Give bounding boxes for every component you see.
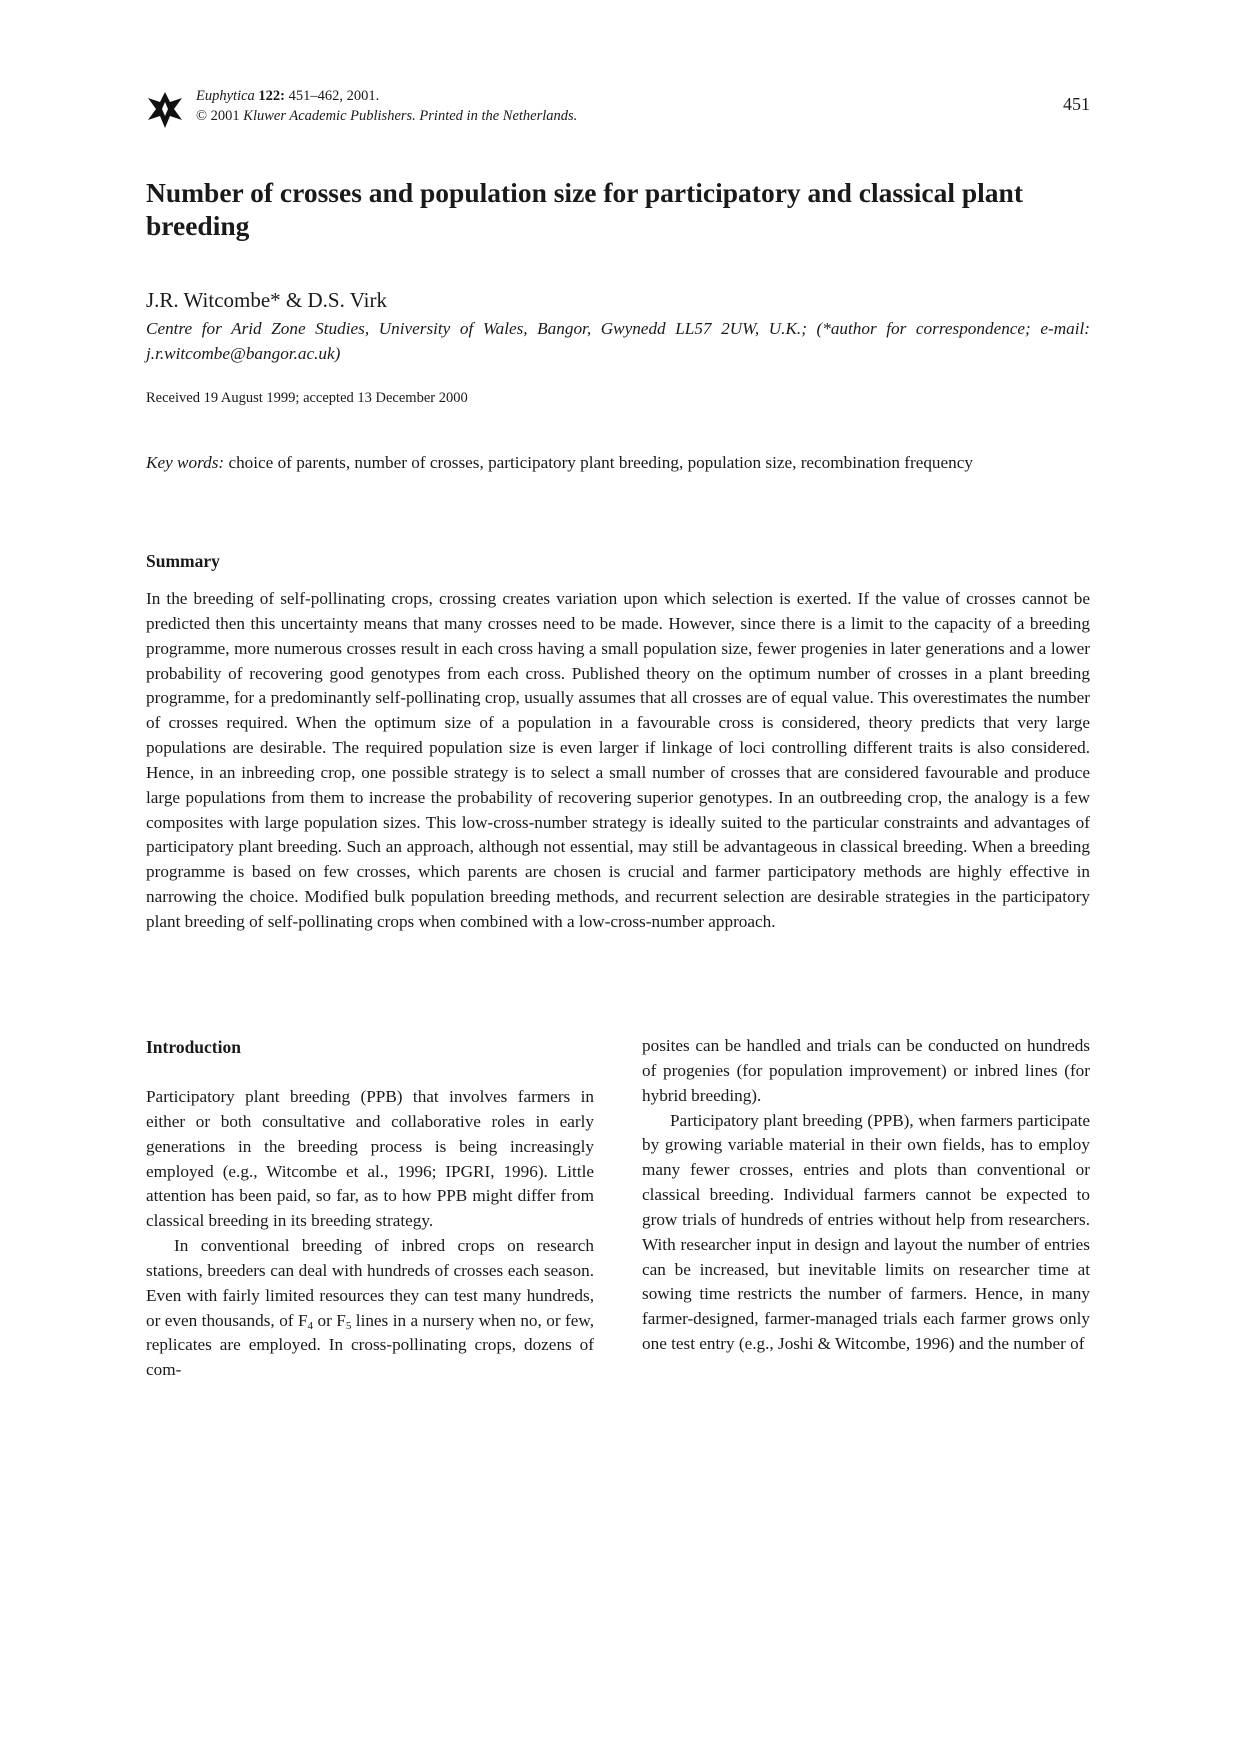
- publisher-name: Kluwer Academic Publishers.: [243, 108, 416, 124]
- intro-paragraph-2: In conventional breeding of inbred crops on research stations, breeders can deal with hundreds of crosses each season. Even with fairly limited resources they can test many hundreds, or even thousands, of $F_4$ or $F_5$ lines in a nursery when no, or few, replicates are employed. In cross-pollinating crops, dozens of com-: [146, 1236, 594, 1380]
- introduction-heading: Introduction: [146, 1037, 241, 1057]
- summary-heading: Summary: [146, 551, 220, 571]
- keywords-block: [146, 450, 1090, 475]
- journal-header: [146, 86, 1090, 132]
- intro-paragraph-1: Participatory plant breeding (PPB) that involves farmers in either or both consultative and collaborative roles in early generations in the breeding process is being increasingly employed (e.g., Witcombe et al., 1996; IPGRI, 1996). Little attention has been paid, so far, as to how PPB might differ from classical breeding in its breeding strategy.: [146, 1087, 594, 1231]
- intro-paragraph-3: posites can be handled and trials can be conducted on hundreds of progenies (for population improvement) or inbred lines (for hybrid breeding).: [642, 1036, 1090, 1105]
- intro-paragraph-4: Participatory plant breeding (PPB), when farmers participate by growing variable material in their own fields, has to employ many fewer crosses, entries and plots than conventional or classical breeding. Individual farmers cannot be expected to grow trials of hundreds of entries without help from researchers. With researcher input in design and layout the number of entries can be increased, but inevitable limits on researcher time at sowing time restricts the number of farmers. Hence, in many farmer-designed, farmer-managed trials each farmer grows only one test entry (e.g., Joshi & Witcombe, 1996) and the number of: [642, 1110, 1090, 1354]
- publisher-logo-icon: [146, 90, 184, 130]
- author-list: J.R. Witcombe* & D.S. Virk: [146, 288, 387, 312]
- copyright-year: © 2001: [196, 108, 240, 124]
- journal-citation: [196, 86, 577, 126]
- printed-note: Printed in the Netherlands.: [419, 108, 578, 124]
- author-affiliation: Centre for Arid Zone Studies, University of Wales, Bangor, Gwynedd LL57 2UW, U.K.; (*author for correspondence; e-mail: j.r.witcombe@bangor.ac.uk): [146, 319, 1090, 363]
- right-column: [642, 1034, 1090, 1357]
- journal-volume: 122:: [258, 88, 286, 104]
- article-title: Number of crosses and population size for participatory and classical plant breeding: [146, 177, 1023, 241]
- received-dates: Received 19 August 1999; accepted 13 December 2000: [146, 390, 468, 406]
- keywords-text: choice of parents, number of crosses, participatory plant breeding, population size, recombination frequency: [228, 453, 973, 472]
- page-number: 451: [1063, 94, 1090, 114]
- summary-text: In the breeding of self-pollinating crops, crossing creates variation upon which selection is exerted. If the value of crosses cannot be predicted then this uncertainty means that many crosses need to be made. However, since there is a limit to the capacity of a breeding programme, more numerous crosses result in each cross having a small population size, fewer progenies in later generations and a lower probability of recovering good genotypes from each cross. Published theory on the optimum number of crosses in a plant breeding programme, for a predominantly self-pollinating crop, usually assumes that all crosses are of equal value. This overestimates the number of crosses required. When the optimum size of a population in a favourable cross is considered, theory predicts that very large populations are desirable. The required population size is even larger if linkage of loci controlling different traits is also considered. Hence, in an inbreeding crop, one possible strategy is to select a small number of crosses that are considered favourable and produce large populations from them to increase the probability of recovering superior genotypes. In an outbreeding crop, the analogy is a few composites with large population sizes. This low-cross-number strategy is ideally suited to the particular constraints and advantages of participatory plant breeding. Such an approach, although not essential, may still be advantageous in classical breeding. When a breeding programme is based on few crosses, which parents are chosen is crucial and farmer participatory methods are highly effective in narrowing the choice. Modified bulk population breeding methods, and recurrent selection are desirable strategies in the participatory plant breeding of self-pollinating crops when combined with a low-cross-number approach.: [146, 589, 1090, 931]
- keywords-label: Key words:: [146, 453, 225, 472]
- left-column: [146, 1035, 594, 1383]
- journal-pages-year: 451–462, 2001.: [288, 88, 380, 104]
- journal-name: Euphytica: [196, 88, 255, 104]
